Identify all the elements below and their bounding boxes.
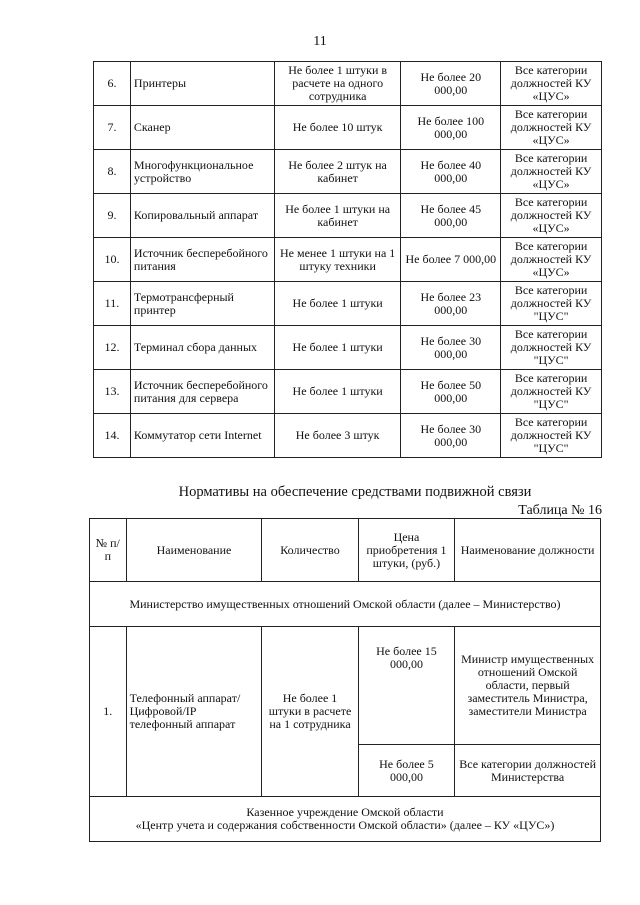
row-category: Все категории должностей КУ "ЦУС" [501, 326, 602, 370]
header-position: Наименование должности [455, 519, 601, 582]
row-name: Источник бесперебойного питания [130, 238, 274, 282]
row-category: Все категории должностей КУ «ЦУС» [501, 238, 602, 282]
row-price: Не более 30 000,00 [401, 326, 501, 370]
equipment-table [93, 61, 602, 458]
row-num: 7. [94, 106, 131, 150]
row-num: 6. [94, 62, 131, 106]
row-category: Все категории должностей КУ «ЦУС» [501, 106, 602, 150]
row-qty: Не менее 1 штуки на 1 штуку техники [274, 238, 401, 282]
row-price-2: Не более 5 000,00 [358, 745, 455, 797]
row-price: Не более 7 000,00 [401, 238, 501, 282]
row-num: 13. [94, 370, 131, 414]
row-category: Все категории должностей КУ «ЦУС» [501, 194, 602, 238]
section-title: Нормативы на обеспечение средствами подвижной связи [178, 484, 532, 500]
row-position-2: Все категории должностей Министерства [455, 745, 601, 797]
row-qty: Не более 1 штуки [274, 370, 401, 414]
row-num: 1. [90, 627, 127, 797]
table-row [94, 238, 602, 282]
row-name: Принтеры [130, 62, 274, 106]
row-category: Все категории должностей КУ "ЦУС" [501, 282, 602, 326]
row-price: Не более 45 000,00 [401, 194, 501, 238]
table-row [94, 370, 602, 414]
table-row [94, 62, 602, 106]
row-price: Не более 40 000,00 [401, 150, 501, 194]
equipment-table-body [94, 62, 602, 458]
row-price: Не более 23 000,00 [401, 282, 501, 326]
table-row [94, 414, 602, 458]
table-row [94, 326, 602, 370]
row-qty: Не более 3 штук [274, 414, 401, 458]
row-num: 14. [94, 414, 131, 458]
row-price-1: Не более 15 000,00 [358, 627, 455, 745]
row-num: 9. [94, 194, 131, 238]
row-category: Все категории должностей КУ "ЦУС" [501, 414, 602, 458]
mobile-communication-table [89, 518, 601, 842]
row-qty: Не более 1 штуки на кабинет [274, 194, 401, 238]
org-row-ministry [90, 582, 601, 627]
row-price: Не более 50 000,00 [401, 370, 501, 414]
row-qty: Не более 1 штуки в расчете на 1 сотрудника [262, 627, 358, 797]
table-row [94, 150, 602, 194]
row-num: 10. [94, 238, 131, 282]
table-label: Таблица № 16 [518, 503, 602, 518]
row-category: Все категории должностей КУ «ЦУС» [501, 62, 602, 106]
org-cus-line-1: Казенное учреждение Омской области [246, 805, 444, 819]
row-name: Сканер [130, 106, 274, 150]
row-name: Телефонный аппарат/Цифровой/IP телефонный аппарат [126, 627, 262, 797]
row-price: Не более 30 000,00 [401, 414, 501, 458]
row-qty: Не более 1 штуки в расчете на одного сотрудника [274, 62, 401, 106]
row-category: Все категории должностей КУ "ЦУС" [501, 370, 602, 414]
row-position-1: Министр имущественных отношений Омской области, первый заместитель Министра, заместители Министра [455, 627, 601, 745]
table-row [94, 282, 602, 326]
row-category: Все категории должностей КУ «ЦУС» [501, 150, 602, 194]
row-name: Копировальный аппарат [130, 194, 274, 238]
row-qty: Не более 2 штук на кабинет [274, 150, 401, 194]
row-qty: Не более 1 штуки [274, 282, 401, 326]
row-num: 12. [94, 326, 131, 370]
header-qty: Количество [262, 519, 358, 582]
row-name: Терминал сбора данных [130, 326, 274, 370]
row-name: Термотрансферный принтер [130, 282, 274, 326]
row-qty: Не более 10 штук [274, 106, 401, 150]
org-cus-line-2: «Центр учета и содержания собственности Омской области» (далее – КУ «ЦУС») [135, 818, 555, 832]
header-name: Наименование [126, 519, 262, 582]
row-name: Многофункциональное устройство [130, 150, 274, 194]
header-num: № п/п [90, 519, 127, 582]
row-num: 8. [94, 150, 131, 194]
row-qty: Не более 1 штуки [274, 326, 401, 370]
row-name: Коммутатор сети Internet [130, 414, 274, 458]
org-row-cus [90, 797, 601, 842]
table-header-row [90, 519, 601, 582]
table-row [90, 627, 601, 745]
header-price: Цена приобретения 1 штуки, (руб.) [358, 519, 455, 582]
org-ministry-label: Министерство имущественных отношений Омской области (далее – Министерство) [90, 582, 601, 627]
org-cus-label [90, 797, 601, 842]
page-number: 11 [313, 34, 327, 49]
row-price: Не более 100 000,00 [401, 106, 501, 150]
table-row [94, 194, 602, 238]
row-price: Не более 20 000,00 [401, 62, 501, 106]
row-name: Источник бесперебойного питания для сервера [130, 370, 274, 414]
row-num: 11. [94, 282, 131, 326]
table-row [94, 106, 602, 150]
